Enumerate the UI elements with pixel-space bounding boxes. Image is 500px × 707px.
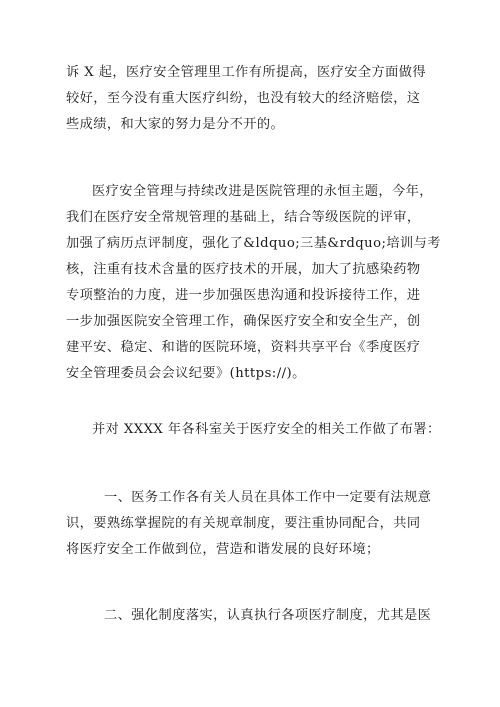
paragraph-3-line-1: 并对 XXXX 年各科室关于医疗安全的相关工作做了布署： (92, 422, 441, 437)
paragraph-2-line-2: 我们在医疗安全常规管理的基础上，结合等级医院的评审， (66, 210, 421, 225)
paragraph-2-line-3: 加强了病历点评制度，强化了&ldquo;三基&rdquo;培训与考 (66, 236, 441, 251)
paragraph-5-line-1: 二、强化制度落实，认真执行各项医疗制度，尤其是医 (104, 608, 432, 623)
paragraph-2-line-4: 核，注重有技术含量的医疗技术的开展，加大了抗感染药物 (66, 262, 421, 277)
paragraph-4-line-2: 识，要熟练掌握院的有关规章制度，要注重协同配合，共同 (66, 516, 421, 531)
paragraph-2-line-1: 医疗安全管理与持续改进是医院管理的永恒主题，今年， (92, 184, 433, 199)
paragraph-2-line-5: 专项整治的力度，进一步加强医患沟通和投诉接待工作，进 (66, 288, 421, 303)
paragraph-2-line-6: 一步加强医院安全管理工作，确保医疗安全和安全生产，创 (66, 314, 421, 329)
paragraph-4-line-3: 将医疗安全工作做到位，营造和谐发展的良好环境； (66, 542, 380, 557)
paragraph-1-line-3: 些成绩，和大家的努力是分不开的。 (66, 117, 285, 132)
paragraph-1-line-1: 诉 X 起，医疗安全管理里工作有所提高，医疗安全方面做得 (66, 65, 427, 80)
paragraph-2-line-8: 安全管理委员会会议纪要》(https://)。 (66, 366, 306, 381)
paragraph-1-line-2: 较好，至今没有重大医疗纠纷，也没有较大的经济赔偿，这 (66, 91, 421, 106)
paragraph-2-line-7: 建平安、稳定、和谐的医院环境，资料共享平台《季度医疗 (66, 340, 421, 355)
paragraph-4-line-1: 一、医务工作各有关人员在具体工作中一定要有法规意 (104, 490, 432, 505)
